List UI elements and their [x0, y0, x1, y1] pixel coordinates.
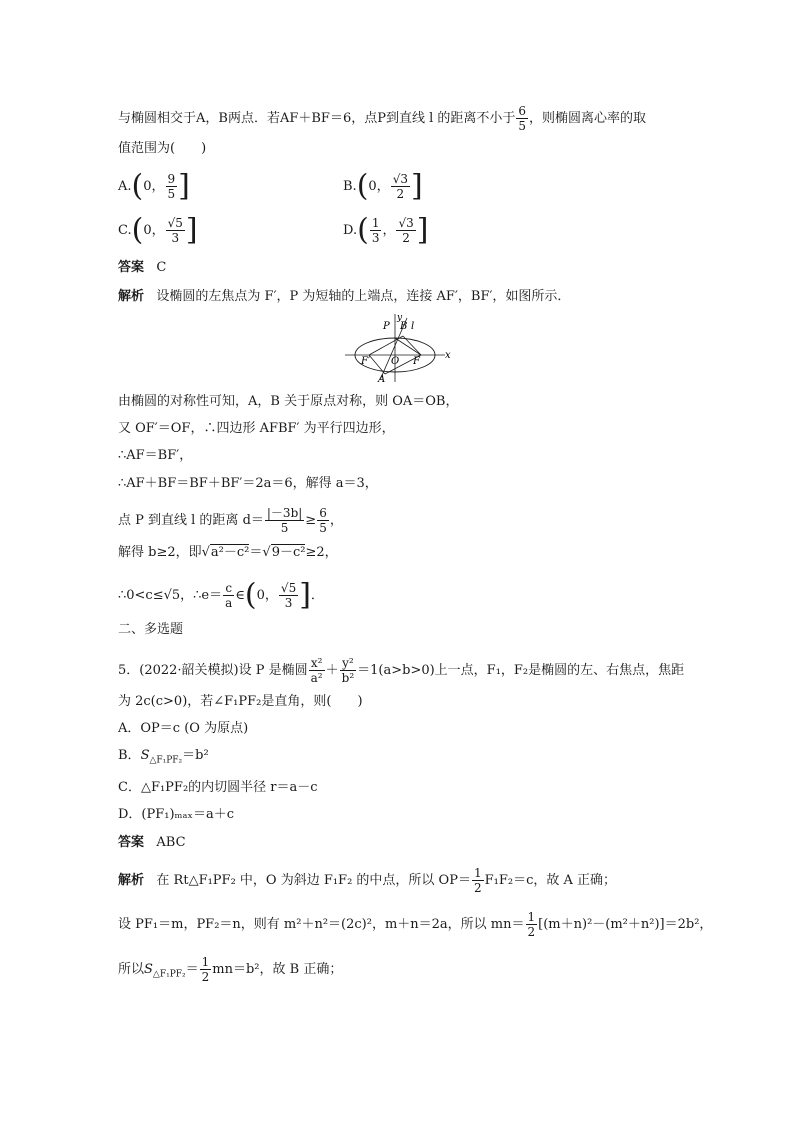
q5-option-b: B．$S_{\triangle F_1PF_2}=b^2$ — [118, 748, 209, 766]
q4-stem-line1: 与椭圆相交于A，B两点．若AF＋BF＝6，点P到直线 l 的距离不小于 $\frac{6}{5}$ ，则椭圆离心率的取 — [118, 104, 647, 133]
q5-option-a: A．OP＝c (O 为原点) — [118, 721, 249, 736]
q5-answer: 答案 ABC — [118, 835, 186, 850]
q4-option-d: D.( $\frac{1}{3}$ ， $\frac{√3}{2}$ ] — [343, 212, 429, 248]
q4-option-b: B.(0， $\frac{√3}{2}$ ] — [343, 168, 423, 204]
q5-option-d: D．(PF₁)ₘₐₓ＝a＋c — [118, 807, 235, 822]
q5-option-c: C．△F₁PF₂的内切圆半径 r＝a－c — [118, 780, 318, 795]
label-x: x — [445, 350, 451, 361]
label-fprime: F′ — [361, 356, 371, 367]
q4-line-af: ∴AF＝BF′， — [118, 448, 193, 463]
segment-fa — [369, 355, 385, 374]
q5-stem-line2: 为 2c(c>0)，若∠F₁PF₂是直角，则( ) — [118, 694, 363, 709]
q4-stem-fraction: $\frac{6}{5}$ — [518, 104, 527, 133]
q5-analysis-line3: 所以$S_{\triangle F_1PF_2}=$ $\frac{1}{2}$ mn＝b²，故 B 正确； — [118, 955, 343, 984]
label-l: l — [411, 321, 415, 332]
q4-option-c: C.(0， $\frac{√5}{3}$ ] — [118, 212, 198, 248]
label-a: A — [378, 374, 386, 384]
q5-analysis-line2: 设 PF₁＝m，PF₂＝n，则有 m²＋n²＝(2c)²，m＋n＝2a，所以 mn＝ $\frac{1}{2}$ [(m＋n)²－(m²＋n²)]＝2b²， — [118, 910, 713, 939]
q4-line-e: ∴0<c≤√5，∴e＝ $\frac{c}{a}$ ∈(0， $\frac{√5}{3}$ ]． — [118, 577, 324, 613]
q4-answer: 答案 C — [118, 260, 167, 275]
ellipse-figure — [345, 312, 455, 384]
segment-bf — [403, 336, 421, 355]
q4-line-symmetry: 由椭圆的对称性可知，A，B 关于原点对称，则 OA＝OB， — [118, 394, 459, 409]
section-title: 二、多选题 — [118, 622, 184, 637]
q4-line-sum: ∴AF＋BF＝BF＋BF′＝2a＝6，解得 a＝3， — [118, 476, 378, 491]
q4-analysis-line1: 解析 设椭圆的左焦点为 F′，P 为短轴的上端点，连接 AF′，BF′，如图所示． — [118, 289, 571, 304]
q4-line-parallelogram: 又 OF′＝OF，∴四边形 AFBF′ 为平行四边形， — [118, 421, 395, 436]
q4-line-distance: 点 P 到直线 l 的距离 d＝ $\frac{|-3b|}{5}$ ≥ $\frac{6}{5}$ ， — [118, 506, 343, 535]
q5-analysis-line1: 解析 在 Rt△F₁PF₂ 中，O 为斜边 F₁F₂ 的中点，所以 OP＝ $\frac{1}{2}$ F₁F₂＝c，故 A 正确； — [118, 866, 617, 895]
q5-stem-line1: 5．(2022·韶关模拟)设 P 是椭圆 $\frac{\text{x²}}{\text{a²}}$ ＋ $\frac{\text{y²}}{\text{b²}}$ ＝1(a>b>0)上一点，F₁，F₂是椭圆的左、右焦点，焦距 — [118, 656, 685, 685]
label-o: O — [391, 356, 400, 367]
label-f: F — [413, 356, 420, 367]
q4-line-b: 解得 b≥2，即√a²－c²＝√9－c²≥2， — [118, 545, 338, 560]
q4-option-a: A.(0， $\frac{9}{5}$ ] — [118, 168, 190, 204]
q4-stem-line2: 值范围为( ) — [118, 141, 207, 156]
label-y: y — [397, 313, 403, 323]
label-p: P — [383, 321, 390, 332]
label-b: B — [400, 321, 408, 332]
